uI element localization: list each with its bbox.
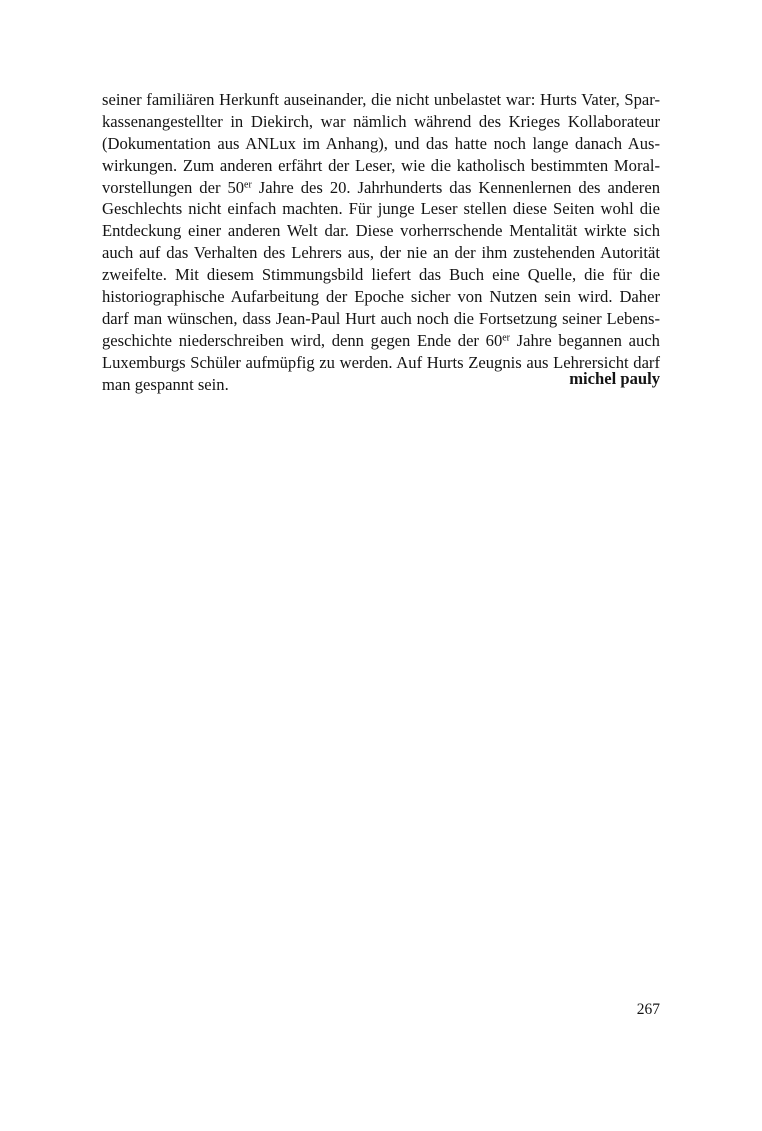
text-segment: geschichte niederschreiben wird, denn gegen Ende der 60: [102, 330, 503, 350]
review-text: [102, 89, 660, 395]
text-line: Geschlechts nicht einfach machten. Für junge Leser stellen diese Seiten wohl die: [102, 199, 660, 219]
superscript: er: [244, 179, 252, 191]
text-line: seiner familiären Herkunft auseinander, die nicht unbelastet war: Hurts Vater, Spar-: [102, 90, 660, 109]
text-line: historiographische Aufarbeitung der Epoche sicher von Nutzen sein wird. Daher: [102, 287, 660, 307]
text-line: (Dokumentation aus ANLux im Anhang), und das hatte noch lange danach Aus-: [102, 133, 660, 153]
text-segment: Jahre des 20. Jahrhunderts das Kennenlernen des anderen: [251, 177, 660, 197]
text-line: darf man wünschen, dass Jean-Paul Hurt auch noch die Fortsetzung seiner Lebens-: [102, 308, 660, 328]
page-number: 267: [636, 1001, 660, 1018]
text-line: wirkungen. Zum anderen erfährt der Leser, wie die katholisch bestimmten Moral-: [102, 155, 660, 175]
text-line: [102, 177, 660, 199]
text-line: Entdeckung einer anderen Welt dar. Diese vorherrschende Mentalität wirkte sich: [102, 221, 660, 241]
text-line: man gespannt sein.: [102, 374, 229, 394]
superscript: er: [502, 332, 510, 344]
author-signature: michel pauly: [569, 369, 660, 388]
text-line: auch auf das Verhalten des Lehrers aus, der nie an der ihm zustehenden Autorität: [102, 243, 660, 263]
text-segment: vorstellungen der 50: [102, 177, 245, 197]
text-line: zweifelte. Mit diesem Stimmungsbild liefert das Buch eine Quelle, die für die: [102, 265, 660, 285]
text-segment: Jahre begannen auch: [509, 330, 660, 350]
text-line: Luxemburgs Schüler aufmüpfig zu werden. Auf Hurts Zeugnis aus Lehrersicht darf: [102, 352, 660, 372]
text-line: [102, 330, 660, 352]
text-line: kassenangestellter in Diekirch, war nämlich während des Krieges Kollaborateur: [102, 111, 660, 131]
